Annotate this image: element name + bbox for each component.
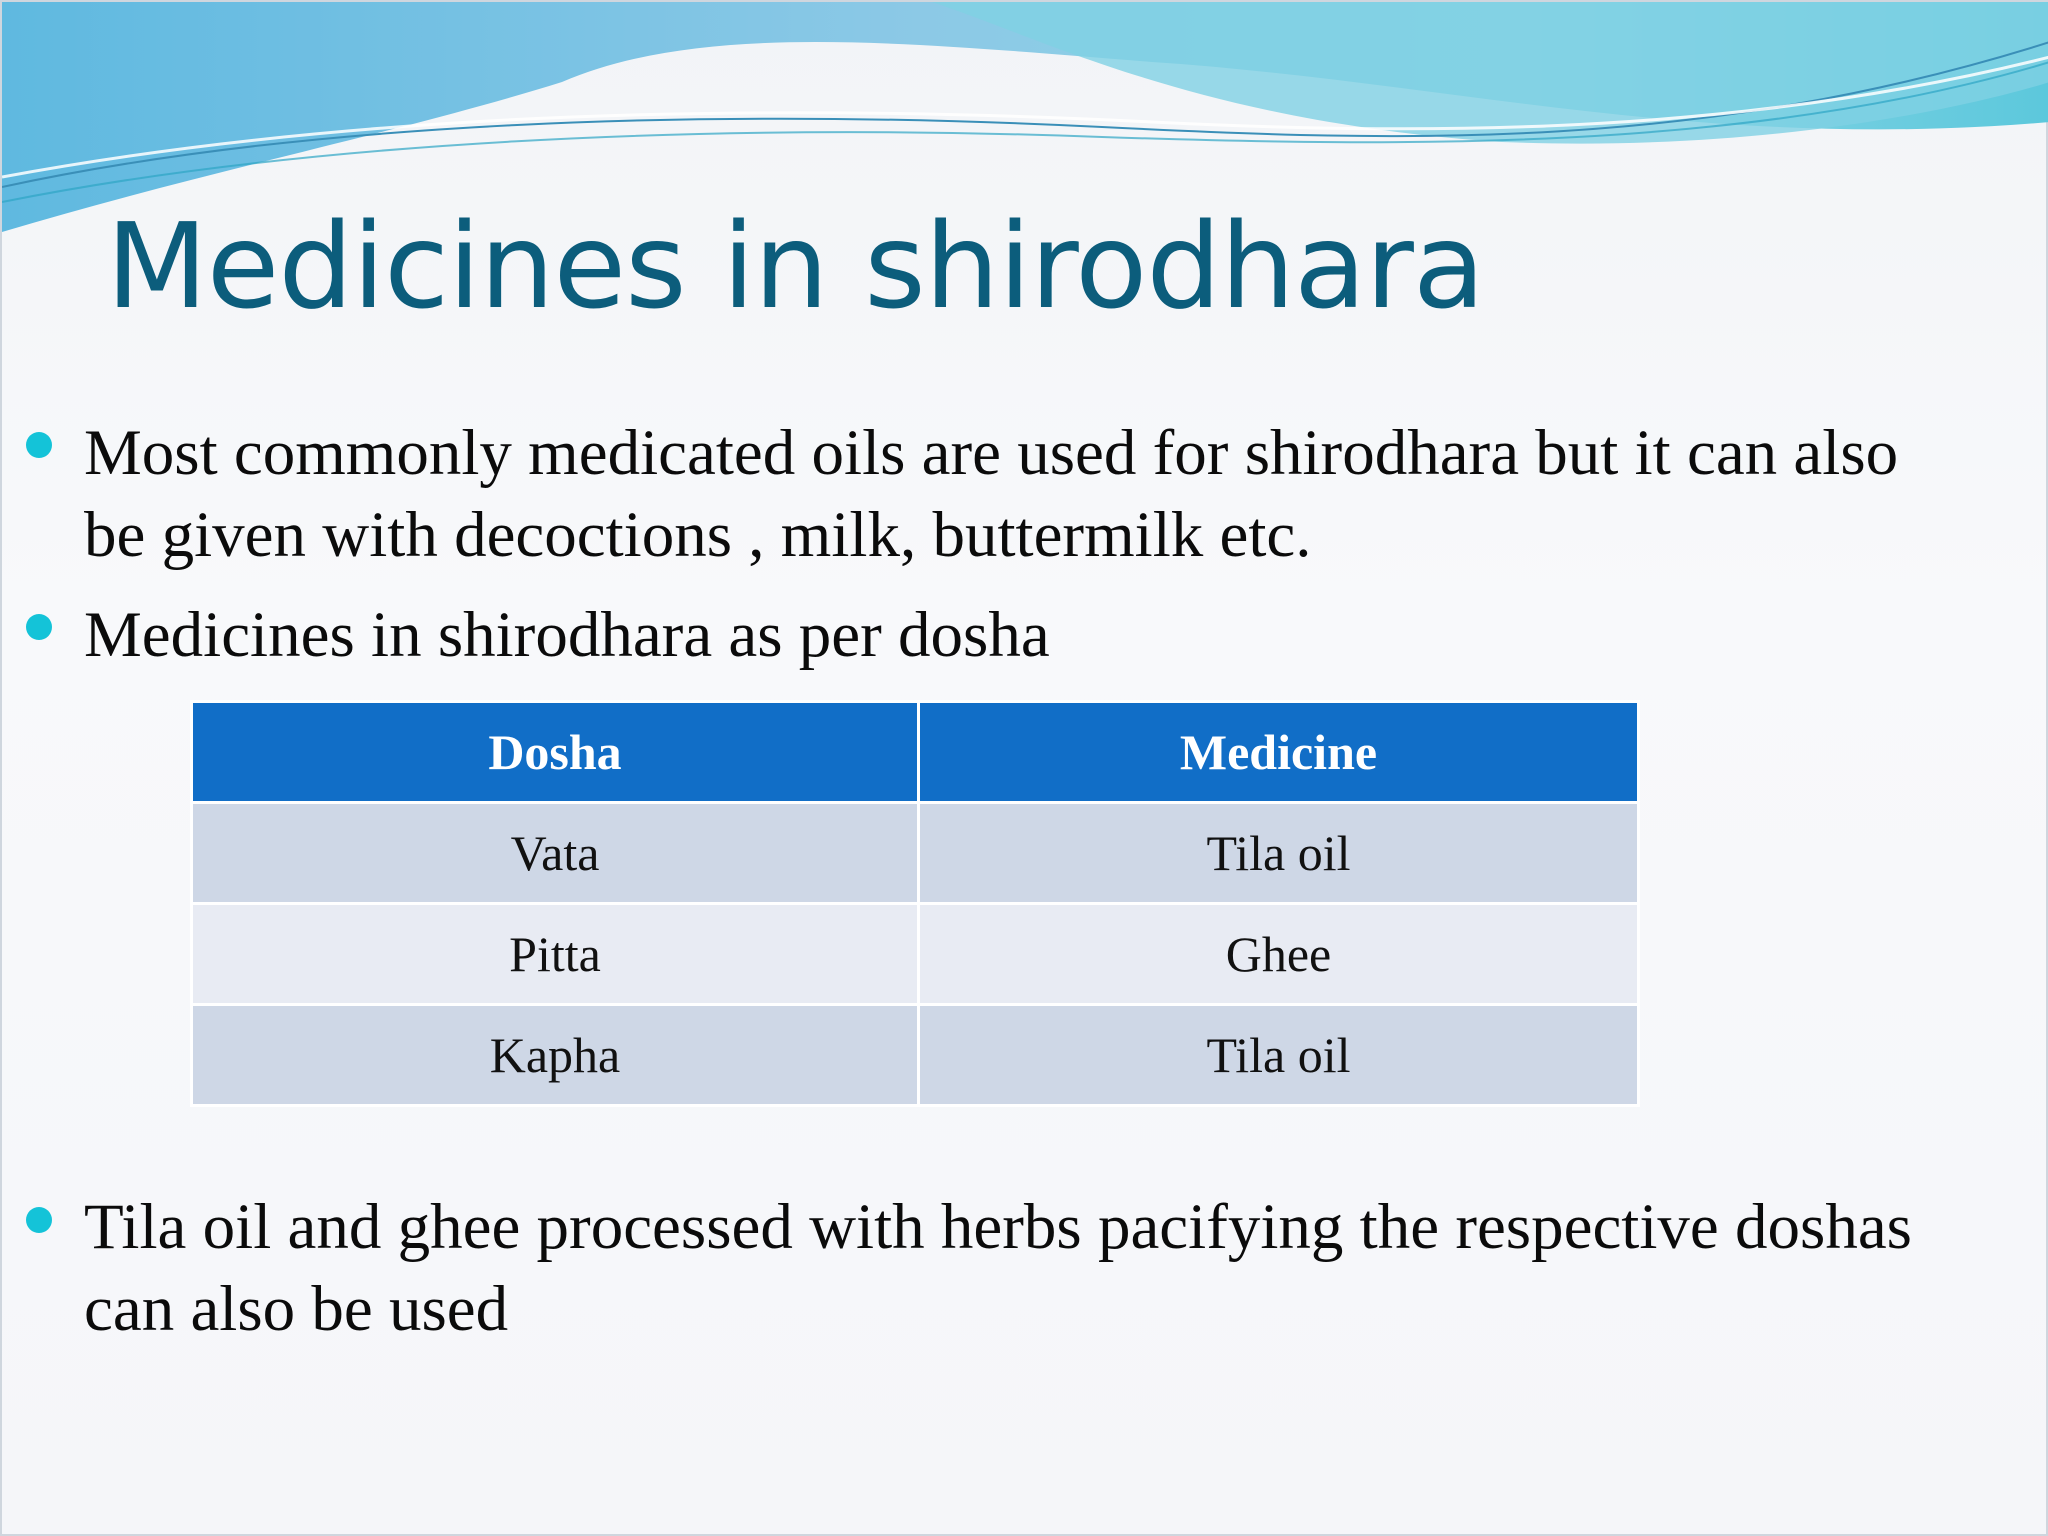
table-cell-dosha: Pitta [192,904,919,1005]
bullet-dot-icon [26,1207,52,1233]
table-cell-dosha: Kapha [192,1005,919,1106]
table-row [192,803,1639,904]
table-cell-dosha: Vata [192,803,919,904]
bullet-dot-icon [26,614,52,640]
table-header-medicine: Medicine [919,702,1639,803]
table-cell-medicine: Tila oil [919,803,1639,904]
bullet-text-tila-ghee: Tila oil and ghee processed with herbs pacifying the respective doshas can also be used [84,1191,1912,1345]
table-header-dosha: Dosha [192,702,919,803]
table-header-row [192,702,1639,803]
slide-title: Medicines in shirodhara [106,197,1485,335]
bullet-text-oils: Most commonly medicated oils are used for shirodhara but it can also be given with decoctions , milk, buttermilk etc. [84,417,1899,571]
table-row [192,1005,1639,1106]
table-row [192,904,1639,1005]
table-cell-medicine: Ghee [919,904,1639,1005]
bullet-text-per-dosha: Medicines in shirodhara as per dosha [84,599,1050,671]
table-cell-medicine: Tila oil [919,1005,1639,1106]
dosha-medicine-table [190,700,1640,1107]
bullet-dot-icon [26,432,52,458]
